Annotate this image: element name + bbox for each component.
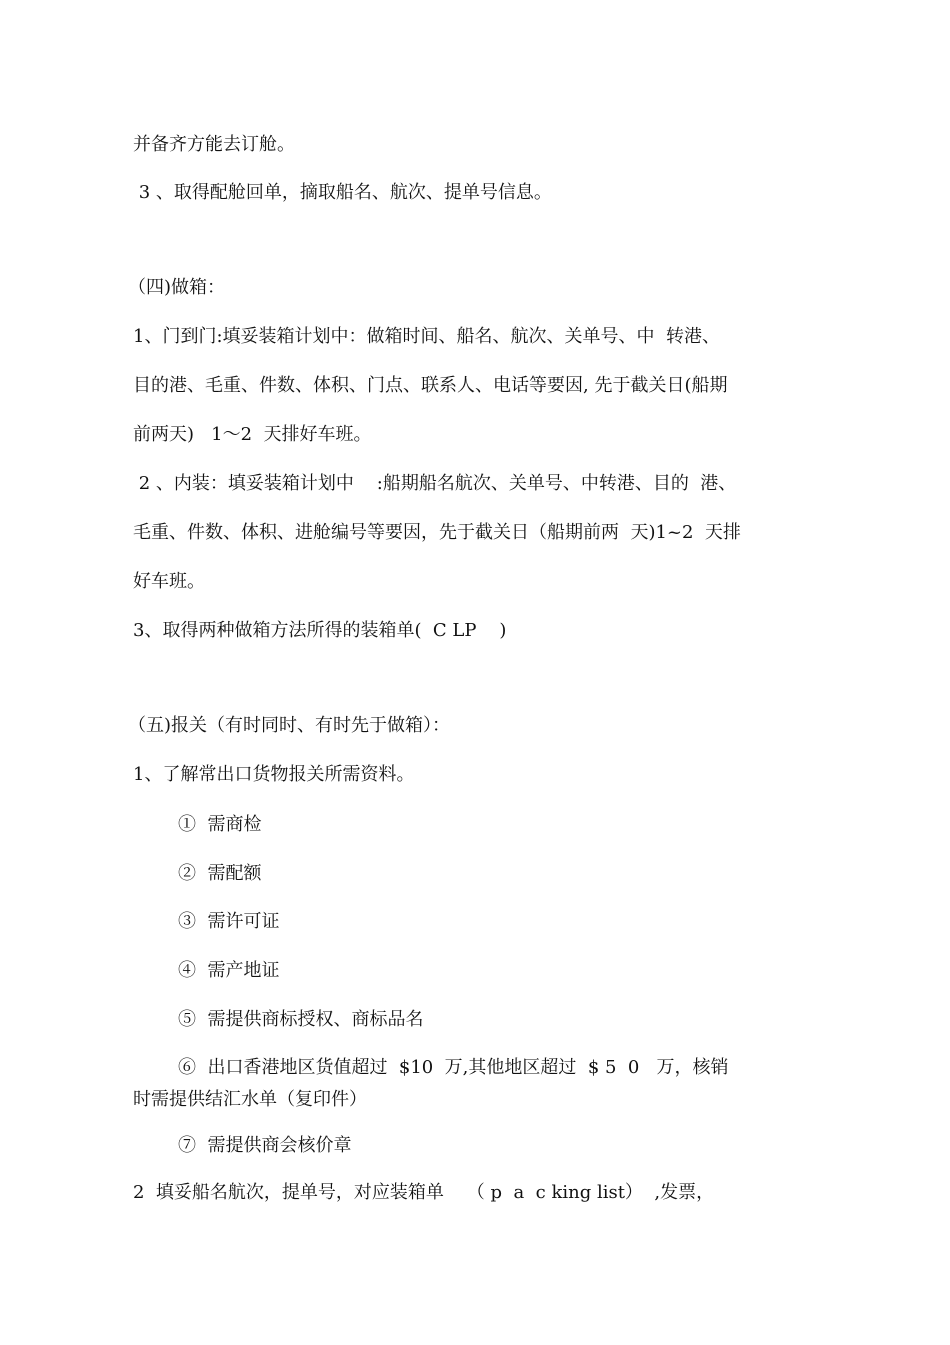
text-line: 1、了解常出口货物报关所需资料。 <box>133 764 415 785</box>
text-line: 毛重、件数、体积、进舱编号等要因，先于截关日（船期前两 天)1~2 天排 <box>133 522 741 543</box>
text-line: 时需提供结汇水单（复印件） <box>133 1089 367 1110</box>
text-line: 前两天) 1～2 天排好车班。 <box>133 424 372 445</box>
text-line: 好车班。 <box>133 571 205 592</box>
text-line: 3、取得两种做箱方法所得的装箱单( C LP ) <box>133 620 507 641</box>
list-item: ④ 需产地证 <box>178 960 280 981</box>
text-line: 2 、内装：填妥装箱计划中 :船期船名航次、关单号、中转港、目的 港、 <box>133 473 737 494</box>
list-item: ⑥ 出口香港地区货值超过 $10 万,其他地区超过 $ 5 0 万，核销 <box>178 1057 729 1078</box>
list-item: ⑤ 需提供商标授权、商标品名 <box>178 1009 424 1030</box>
list-item: ③ 需许可证 <box>178 911 280 932</box>
section-heading: （四)做箱： <box>128 277 226 298</box>
text-line: 2 填妥船名航次，提单号，对应装箱单 （ p a c king list） ,发票， <box>133 1182 715 1203</box>
section-heading: （五)报关（有时同时、有时先于做箱）： <box>128 715 451 736</box>
text-line: 3 、取得配舱回单，摘取船名、航次、提单号信息。 <box>133 182 552 203</box>
list-item: ① 需商检 <box>178 814 262 835</box>
list-item: ② 需配额 <box>178 863 262 884</box>
text-line: 1、门到门:填妥装箱计划中：做箱时间、船名、航次、关单号、中 转港、 <box>133 326 720 347</box>
list-item: ⑦ 需提供商会核价章 <box>178 1135 352 1156</box>
text-line: 目的港、毛重、件数、体积、门点、联系人、电话等要因, 先于截关日(船期 <box>133 375 728 396</box>
text-line: 并备齐方能去订舱。 <box>133 134 295 155</box>
